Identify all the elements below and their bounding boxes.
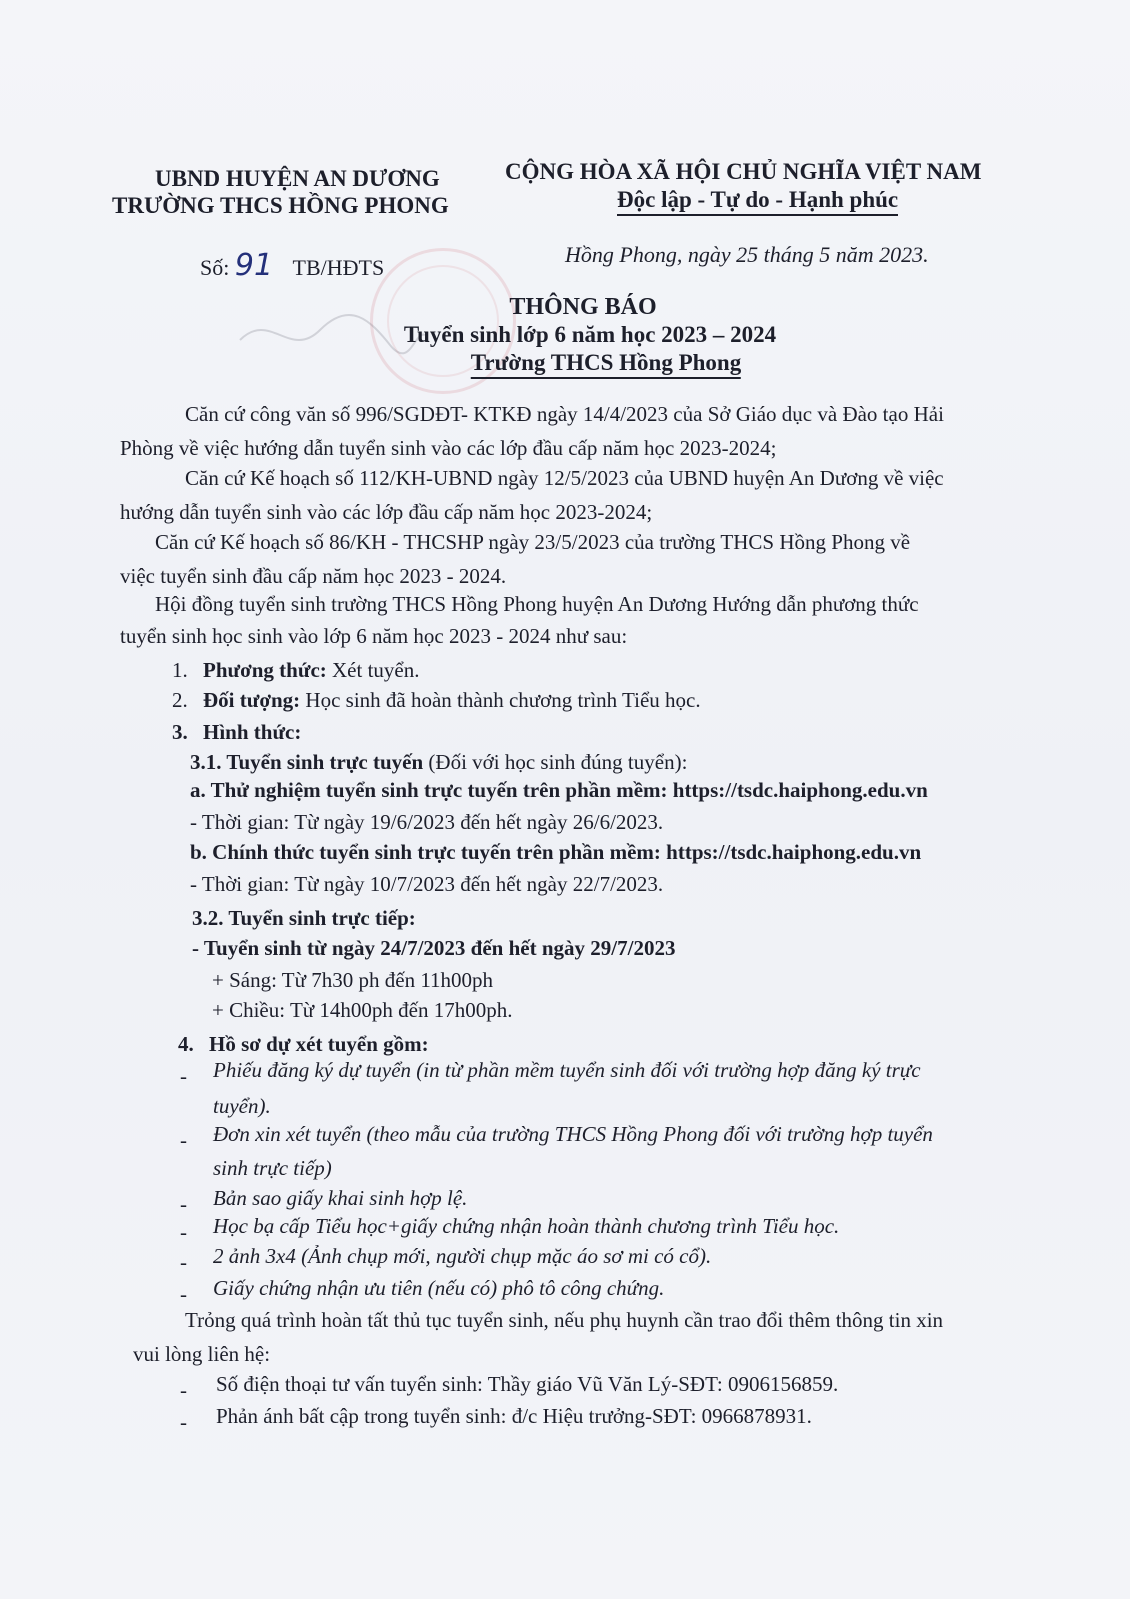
contact-dash: - bbox=[180, 1378, 187, 1402]
doc-number-handwritten: 91 bbox=[234, 248, 274, 283]
section-3-2-period: - Tuyển sinh từ ngày 24/7/2023 đến hết ngày 29/7/2023 bbox=[192, 936, 676, 960]
doc-item-dash: - bbox=[180, 1250, 187, 1274]
item-form: 3. Hình thức: bbox=[172, 720, 302, 744]
contact-intro-line-1: Trỏng quá trình hoàn tất thủ tục tuyển sinh, nếu phụ huynh cần trao đổi thêm thông tin xin bbox=[185, 1308, 944, 1332]
basis-4-line-1: Hội đồng tuyển sinh trường THCS Hồng Phong huyện An Dương Hướng dẫn phương thức bbox=[155, 592, 919, 616]
section-3-2: 3.2. Tuyển sinh trực tiếp: bbox=[192, 906, 416, 930]
basis-3-line-1: Căn cứ Kế hoạch số 86/KH - THCSHP ngày 23/5/2023 của trường THCS Hồng Phong về bbox=[155, 530, 911, 554]
contact-dash: - bbox=[180, 1410, 187, 1434]
agency-name: UBND HUYỆN AN DƯƠNG bbox=[155, 166, 440, 191]
contact-advisor: Số điện thoại tư vấn tuyển sinh: Thầy giáo Vũ Văn Lý-SĐT: 0906156859. bbox=[216, 1372, 839, 1396]
doc-item-dash: - bbox=[180, 1128, 187, 1152]
doc-item-3: Bản sao giấy khai sinh hợp lệ. bbox=[213, 1186, 468, 1210]
item-dossier: 4. Hồ sơ dự xét tuyển gồm: bbox=[178, 1032, 429, 1056]
basis-3-line-2: việc tuyển sinh đầu cấp năm học 2023 - 2024. bbox=[120, 564, 507, 588]
item-target: 2. Đối tượng: Học sinh đã hoàn thành chương trình Tiểu học. bbox=[172, 688, 701, 712]
doc-item-dash: - bbox=[180, 1064, 187, 1088]
doc-item-dash: - bbox=[180, 1220, 187, 1244]
doc-item-dash: - bbox=[180, 1282, 187, 1306]
basis-1-line-1: Căn cứ công văn số 996/SGDĐT- KTKĐ ngày 14/4/2023 của Sở Giáo dục và Đào tạo Hải bbox=[185, 402, 944, 426]
section-3-1-b: b. Chính thức tuyển sinh trực tuyến trên phần mềm: https://tsdc.haiphong.edu.vn bbox=[190, 840, 922, 864]
basis-2-line-1: Căn cứ Kế hoạch số 112/KH-UBND ngày 12/5/2023 của UBND huyện An Dương về việc bbox=[185, 466, 944, 490]
doc-item-6: Giấy chứng nhận ưu tiên (nếu có) phô tô công chứng. bbox=[213, 1276, 665, 1300]
faint-signature-graphic bbox=[230, 300, 430, 370]
section-3-1: 3.1. Tuyển sinh trực tuyến (Đối với học sinh đúng tuyển): bbox=[190, 750, 688, 774]
section-3-2-morning: + Sáng: Từ 7h30 ph đến 11h00ph bbox=[212, 968, 494, 992]
nation-motto: Độc lập - Tự do - Hạnh phúc bbox=[617, 187, 898, 216]
doc-subtitle-school: Trường THCS Hồng Phong bbox=[471, 350, 741, 379]
section-3-2-afternoon: + Chiều: Từ 14h00ph đến 17h00ph. bbox=[212, 998, 513, 1022]
contact-principal: Phản ánh bất cập trong tuyển sinh: đ/c Hiệu trưởng-SĐT: 0966878931. bbox=[216, 1404, 812, 1428]
doc-item-1-line-2: tuyển). bbox=[213, 1094, 271, 1118]
doc-subtitle: Tuyển sinh lớp 6 năm học 2023 – 2024 bbox=[403, 322, 777, 347]
doc-item-4: Học bạ cấp Tiểu học+giấy chứng nhận hoàn thành chương trình Tiểu học. bbox=[213, 1214, 840, 1238]
section-3-1-a-time: - Thời gian: Từ ngày 19/6/2023 đến hết ngày 26/6/2023. bbox=[190, 810, 664, 834]
nation-title: CỘNG HÒA XÃ HỘI CHỦ NGHĨA VIỆT NAM bbox=[505, 159, 982, 184]
section-3-1-b-time: - Thời gian: Từ ngày 10/7/2023 đến hết ngày 22/7/2023. bbox=[190, 872, 664, 896]
doc-title: THÔNG BÁO bbox=[509, 294, 657, 320]
item-method: 1. Phương thức: Xét tuyển. bbox=[172, 658, 420, 682]
doc-item-2-line-2: sinh trực tiếp) bbox=[213, 1156, 332, 1180]
basis-1-line-2: Phòng về việc hướng dẫn tuyển sinh vào các lớp đầu cấp năm học 2023-2024; bbox=[120, 436, 777, 460]
doc-item-1-line-1: Phiếu đăng ký dự tuyển (in từ phần mềm tuyển sinh đối với trường hợp đăng ký trực bbox=[213, 1058, 921, 1082]
contact-intro-line-2: vui lòng liên hệ: bbox=[133, 1342, 271, 1366]
doc-item-dash: - bbox=[180, 1192, 187, 1216]
basis-4-line-2: tuyển sinh học sinh vào lớp 6 năm học 2023 - 2024 như sau: bbox=[120, 624, 628, 648]
section-3-1-a: a. Thử nghiệm tuyển sinh trực tuyến trên phần mềm: https://tsdc.haiphong.edu.vn bbox=[190, 778, 928, 802]
basis-2-line-2: hướng dẫn tuyển sinh vào các lớp đầu cấp năm học 2023-2024; bbox=[120, 500, 653, 524]
doc-item-2-line-1: Đơn xin xét tuyển (theo mẫu của trường THCS Hồng Phong đối với trường hợp tuyển bbox=[213, 1122, 933, 1146]
doc-item-5: 2 ảnh 3x4 (Ảnh chụp mới, người chụp mặc áo sơ mi có cổ). bbox=[213, 1244, 712, 1268]
school-name: TRƯỜNG THCS HỒNG PHONG bbox=[112, 193, 449, 218]
doc-number: Số: 91 TB/HĐTS bbox=[200, 248, 385, 283]
date-line: Hồng Phong, ngày 25 tháng 5 năm 2023. bbox=[565, 242, 929, 267]
